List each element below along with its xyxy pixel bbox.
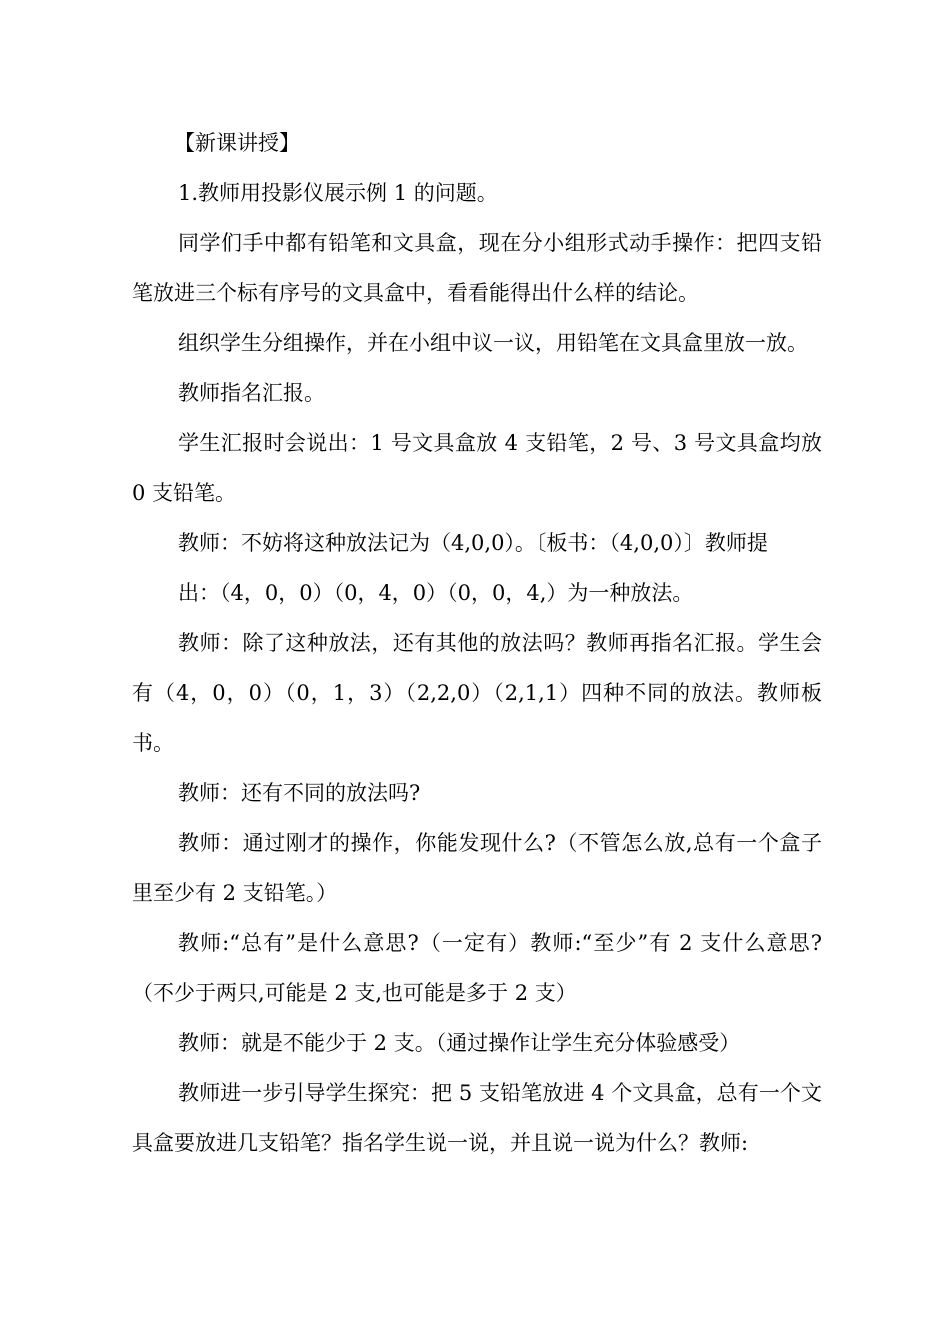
document-body — [132, 118, 822, 1168]
paragraph: 同学们手中都有铅笔和文具盒，现在分小组形式动手操作：把四支铅笔放进三个标有序号的文具盒中，看看能得出什么样的结论。 — [132, 231, 822, 305]
paragraph: 教师：还有不同的放法吗? — [178, 781, 421, 805]
paragraph: 教师：不妨将这种放法记为（4,0,0）。〔板书：（4,0,0）〕教师提 — [178, 531, 768, 555]
paragraph: 教师：除了这种放法，还有其他的放法吗？教师再指名汇报。学生会有（4，0，0）（0，1，3）（2,2,0）（2,1,1）四种不同的放法。教师板书。 — [132, 631, 822, 755]
paragraph: 教师进一步引导学生探究：把 5 支铅笔放进 4 个文具盒，总有一个文具盒要放进几支铅笔？指名学生说一说，并且说一说为什么？教师: — [132, 1081, 822, 1155]
paragraph: 学生汇报时会说出：1 号文具盒放 4 支铅笔，2 号、3 号文具盒均放 0 支铅笔。 — [132, 431, 822, 505]
paragraph: 教师:“总有”是什么意思?（一定有）教师:“至少”有 2 支什么意思?（不少于两只,可能是 2 支,也可能是多于 2 支） — [132, 931, 822, 1005]
paragraph: 教师指名汇报。 — [178, 381, 325, 405]
paragraph: 1.教师用投影仪展示例 1 的问题。 — [178, 181, 498, 205]
paragraph: 出：（4，0，0）（0，4，0）（0，0，4,）为一种放法。 — [178, 581, 694, 605]
section-heading: 【新课讲授】 — [174, 131, 300, 155]
paragraph: 教师：就是不能少于 2 支。（通过操作让学生充分体验感受） — [178, 1031, 741, 1055]
paragraph: 教师：通过刚才的操作，你能发现什么?（不管怎么放,总有一个盒子里至少有 2 支铅笔。） — [132, 831, 822, 905]
paragraph: 组织学生分组操作，并在小组中议一议，用铅笔在文具盒里放一放。 — [178, 331, 808, 355]
